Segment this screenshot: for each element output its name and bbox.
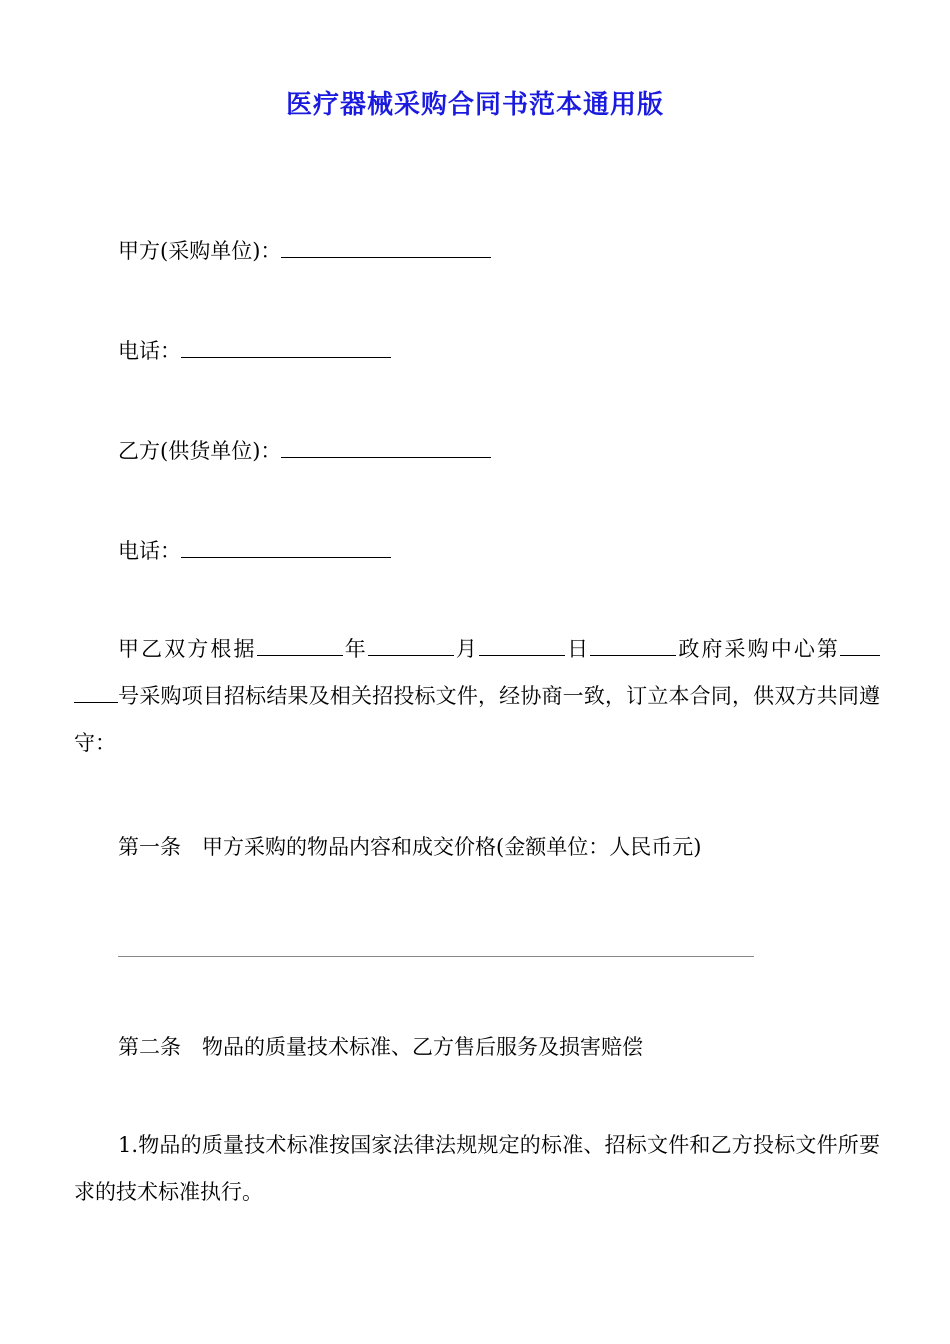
date-extra-blank[interactable] xyxy=(590,637,676,656)
intro-text-1: 甲乙双方根据 xyxy=(118,637,257,661)
document-title: 医疗器械采购合同书范本通用版 xyxy=(285,90,664,120)
article-1-heading: 第一条 甲方采购的物品内容和成交价格(金额单位：人民币元) xyxy=(118,835,702,859)
clause-1-paragraph: 1.物品的质量技术标准按国家法律法规规定的标准、招标文件和乙方投标文件所要求的技术标准执行。 xyxy=(74,1133,880,1204)
article-2-heading: 第二条 物品的质量技术标准、乙方售后服务及损害赔偿 xyxy=(118,1035,643,1059)
phone-b-label: 电话： xyxy=(118,539,181,563)
day-blank[interactable] xyxy=(479,637,565,656)
year-blank[interactable] xyxy=(257,637,343,656)
party-b-label: 乙方(供货单位)： xyxy=(118,439,282,463)
year-label: 年 xyxy=(342,637,368,661)
phone-a-line xyxy=(118,336,391,366)
party-b-blank[interactable] xyxy=(281,437,491,458)
party-b-line xyxy=(118,436,491,466)
month-blank[interactable] xyxy=(368,637,454,656)
project-number-blank-b[interactable] xyxy=(74,684,118,703)
phone-b-line xyxy=(118,536,391,566)
phone-a-label: 电话： xyxy=(118,339,181,363)
party-a-blank[interactable] xyxy=(281,237,491,258)
intro-text-rest: 号采购项目招标结果及相关招投标文件，经协商一致，订立本合同，供双方共同遵守： xyxy=(74,684,880,755)
phone-b-blank[interactable] xyxy=(181,537,391,558)
intro-text-center: 政府采购中心第 xyxy=(676,637,841,661)
project-number-blank-a[interactable] xyxy=(840,637,880,656)
intro-paragraph xyxy=(74,626,880,767)
month-label: 月 xyxy=(453,637,480,661)
party-a-label: 甲方(采购单位)： xyxy=(118,239,282,263)
article-1-table-rule xyxy=(118,956,754,957)
phone-a-blank[interactable] xyxy=(181,337,391,358)
party-a-line xyxy=(118,236,491,266)
day-label: 日 xyxy=(565,637,591,661)
